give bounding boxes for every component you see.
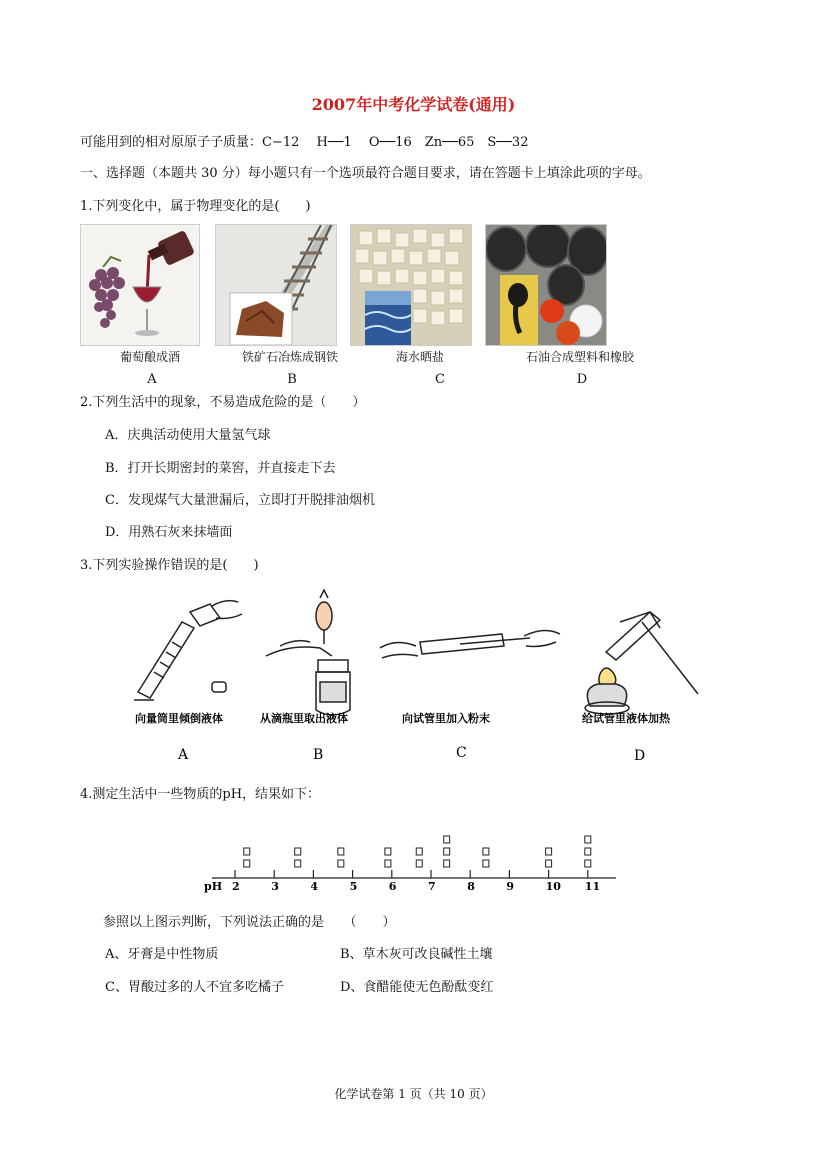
ph-tick-label: 11 (584, 880, 601, 893)
ph-marker (338, 860, 344, 867)
page-footer: 化学试卷第 1 页（共 10 页） (334, 1087, 493, 1101)
q1-option-b-caption: 铁矿石冶炼成钢铁 (241, 350, 338, 364)
ph-marker (585, 860, 591, 867)
q2-option-c: C．发现煤气大量泄漏后，立即打开脱排油烟机 (105, 493, 375, 508)
q4-option-d: D、食醋能使无色酚酞变红 (340, 980, 494, 995)
ph-tick-label: 9 (506, 880, 515, 893)
powder-test-tube-drawing (380, 630, 560, 658)
ph-marker (585, 836, 591, 843)
ph-tick-label: 5 (349, 880, 358, 893)
q3-option-b-letter: B (313, 747, 324, 763)
ph-marker (444, 848, 450, 855)
ph-marker (546, 848, 552, 855)
ph-marker (385, 860, 391, 867)
ph-marker (546, 860, 552, 867)
q2-option-b: B．打开长期密封的菜窖，并直接走下去 (105, 461, 336, 476)
ph-tick-label: 2 (232, 880, 240, 893)
ph-tick-label: 6 (388, 880, 397, 893)
q3-option-b-caption: 从滴瓶里取出液体 (260, 712, 348, 725)
q1-option-b-letter: B (287, 372, 297, 387)
q1-option-c-letter: C (435, 372, 445, 387)
sea-salt-photo (350, 224, 472, 346)
q1-stem: 1.下列变化中，属于物理变化的是( ) (80, 199, 311, 214)
ph-marker (483, 860, 489, 867)
iron-ore-railway-photo (215, 224, 337, 346)
q3-stem: 3.下列实验操作错误的是( ) (80, 558, 259, 573)
q1-option-c-caption: 海水晒盐 (395, 350, 444, 364)
ph-marker (416, 860, 422, 867)
q3-option-c-letter: C (456, 745, 467, 761)
q1-option-d-caption: 石油合成塑料和橡胶 (525, 350, 634, 364)
q4-option-c: C、胃酸过多的人不宜多吃橘子 (105, 980, 284, 995)
q3-option-c-caption: 向试管里加入粉末 (402, 712, 490, 725)
q4-stem: 4.测定生活中一些物质的pH，结果如下： (80, 787, 321, 802)
ph-tick-label: 4 (310, 880, 319, 893)
ph-marker (244, 848, 250, 855)
ph-tick-label: 8 (467, 880, 475, 893)
ph-marker (483, 848, 489, 855)
page-title: 2007年中考化学试卷(通用) (311, 95, 516, 114)
lab-operations-figure (120, 582, 720, 772)
petroleum-plastics-photo (485, 224, 607, 346)
dropper-bottle-drawing (266, 590, 350, 715)
q4-option-a: A、牙膏是中性物质 (105, 947, 219, 962)
ph-scale-chart (200, 830, 630, 896)
grape-wine-photo (80, 224, 200, 346)
atomic-masses-note: 可能用到的相对原原子子质量：C−12 H──1 O──16 Zn──65 S──32 (80, 135, 529, 150)
ph-marker (385, 848, 391, 855)
ph-marker (338, 848, 344, 855)
ph-tick-label: 7 (428, 880, 436, 893)
q2-option-d: D．用熟石灰来抹墙面 (105, 525, 233, 540)
ph-marker (295, 848, 301, 855)
q3-option-d-letter: D (634, 748, 646, 764)
ph-marker (244, 860, 250, 867)
q2-stem: 2.下列生活中的现象，不易造成危险的是（ ） (80, 395, 366, 410)
pouring-cylinder-drawing (134, 601, 242, 700)
q4-option-b: B、草木灰可改良碱性土壤 (340, 947, 493, 962)
ph-tick-label: 3 (271, 880, 279, 893)
ph-marker (585, 848, 591, 855)
ph-marker (444, 860, 450, 867)
ph-axis-label: pH (204, 880, 223, 893)
q1-option-a-letter: A (147, 372, 157, 387)
ph-tick-label: 10 (545, 880, 561, 893)
section-heading: 一、选择题（本题共 30 分）每小题只有一个选项最符合题目要求，请在答题卡上填涂此项的字母。 (80, 166, 651, 181)
q2-option-a: A．庆典活动使用大量氢气球 (105, 428, 271, 443)
q3-option-a-caption: 向量筒里倾倒液体 (135, 712, 223, 725)
heating-test-tube-drawing (585, 612, 698, 714)
q1-option-d-letter: D (576, 372, 588, 387)
q4-sub-stem: 参照以上图示判断，下列说法正确的是 （ ） (103, 915, 396, 930)
q3-option-d-caption: 给试管里液体加热 (582, 712, 670, 725)
ph-marker (295, 860, 301, 867)
q3-option-a-letter: A (178, 747, 189, 763)
ph-marker (444, 836, 450, 843)
q1-option-a-caption: 葡萄酿成酒 (119, 350, 180, 364)
ph-marker (416, 848, 422, 855)
